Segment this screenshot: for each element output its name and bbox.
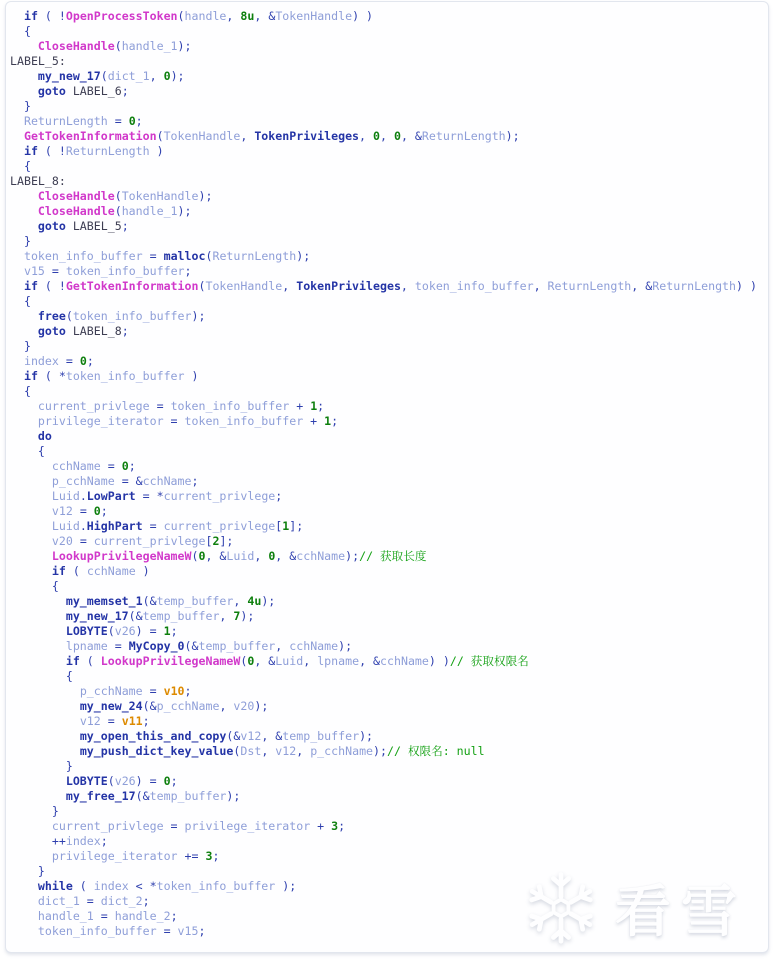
code-line: index = 0; <box>23 354 94 368</box>
code-line: if ( !OpenProcessToken(handle, 8u, &TokenHandle) ) <box>23 9 374 23</box>
code-line: privilege_iterator += 3; <box>51 849 220 863</box>
code-line: dict_1 = dict_2; <box>37 894 150 908</box>
code-line: if ( *token_info_buffer ) <box>23 369 199 383</box>
code-line: do <box>37 429 52 443</box>
code-line: p_cchName = v10; <box>79 684 192 698</box>
code-line: if ( LookupPrivilegeNameW(0, &Luid, lpname, &cchName) )// 获取权限名 <box>65 654 529 668</box>
code-line: goto LABEL_6; <box>37 84 129 98</box>
code-line: while ( index < *token_info_buffer ); <box>37 879 297 893</box>
code-line: CloseHandle(TokenHandle); <box>37 189 213 203</box>
code-line: } <box>10 864 45 878</box>
code-line: } <box>10 804 59 818</box>
code-line: CloseHandle(handle_1); <box>37 39 192 53</box>
code-line: LookupPrivilegeNameW(0, &Luid, 0, &cchName);// 获取长度 <box>51 549 427 563</box>
code-line: CloseHandle(handle_1); <box>37 204 192 218</box>
code-line: current_privlege = privilege_iterator + 3; <box>51 819 346 833</box>
pseudocode-panel <box>5 1 769 953</box>
code-line: my_free_17(&temp_buffer); <box>65 789 241 803</box>
code-line: Luid.LowPart = *current_privlege; <box>51 489 283 503</box>
code-line: LABEL_5: <box>10 54 66 68</box>
code-line: my_memset_1(&temp_buffer, 4u); <box>65 594 276 608</box>
code-line: GetTokenInformation(TokenHandle, TokenPrivileges, 0, 0, &ReturnLength); <box>23 129 520 143</box>
code-line: LOBYTE(v26) = 0; <box>65 774 178 788</box>
code-line: token_info_buffer = v15; <box>37 924 206 938</box>
code-line: my_push_dict_key_value(Dst, v12, p_cchName);// 权限名: null <box>79 744 485 758</box>
code-listing[interactable] <box>10 9 767 951</box>
code-line: v15 = token_info_buffer; <box>23 264 192 278</box>
code-line: } <box>10 99 31 113</box>
code-line: } <box>10 234 31 248</box>
code-line: p_cchName = &cchName; <box>51 474 199 488</box>
code-line: LOBYTE(v26) = 1; <box>65 624 178 638</box>
code-line: LABEL_8: <box>10 174 66 188</box>
code-line: lpname = MyCopy_0(&temp_buffer, cchName); <box>65 639 353 653</box>
code-line: if ( !ReturnLength ) <box>23 144 164 158</box>
code-line: v12 = 0; <box>51 504 108 518</box>
code-line: v12 = v11; <box>79 714 150 728</box>
code-line: v20 = current_privlege[2]; <box>51 534 234 548</box>
code-line: { <box>10 159 31 173</box>
code-line: { <box>10 294 31 308</box>
code-line: free(token_info_buffer); <box>37 309 206 323</box>
code-line: { <box>10 579 59 593</box>
code-line: { <box>10 669 73 683</box>
code-line: token_info_buffer = malloc(ReturnLength); <box>23 249 311 263</box>
code-line: ++index; <box>10 834 108 848</box>
code-line: handle_1 = handle_2; <box>37 909 178 923</box>
code-line: my_new_17(dict_1, 0); <box>37 69 185 83</box>
code-line: goto LABEL_8; <box>37 324 129 338</box>
code-line: my_new_24(&p_cchName, v20); <box>79 699 269 713</box>
code-line: current_privlege = token_info_buffer + 1; <box>37 399 325 413</box>
watermark-text: 看雪 <box>615 880 747 945</box>
code-line: my_new_17(&temp_buffer, 7); <box>65 609 255 623</box>
code-line: if ( !GetTokenInformation(TokenHandle, TokenPrivileges, token_info_buffer, ReturnLength, &ReturnLength) ) <box>23 279 757 293</box>
code-line: } <box>10 759 73 773</box>
code-line: my_open_this_and_copy(&v12, &temp_buffer); <box>79 729 374 743</box>
code-line: if ( cchName ) <box>51 564 150 578</box>
code-line: { <box>10 384 31 398</box>
code-line: privilege_iterator = token_info_buffer + 1; <box>37 414 339 428</box>
code-line: { <box>10 444 45 458</box>
code-line: goto LABEL_5; <box>37 219 129 233</box>
code-line: cchName = 0; <box>51 459 136 473</box>
code-line: ReturnLength = 0; <box>23 114 143 128</box>
code-line: { <box>10 24 31 38</box>
code-line: Luid.HighPart = current_privlege[1]; <box>51 519 304 533</box>
code-line: } <box>10 339 31 353</box>
